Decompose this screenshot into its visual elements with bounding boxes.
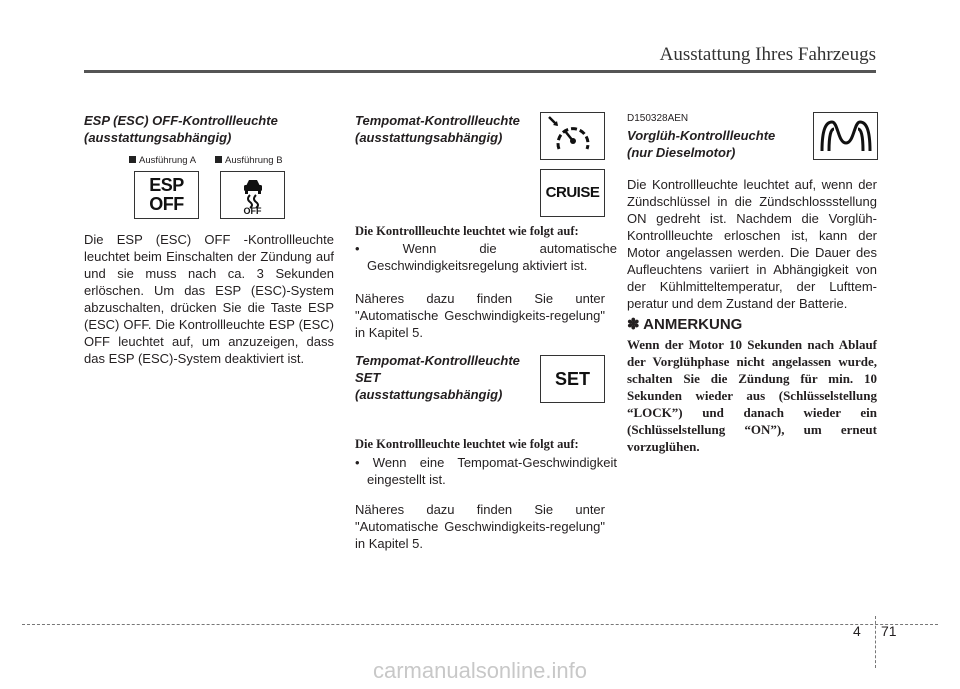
- set-heading-line2: SET: [355, 370, 381, 385]
- esp-off-lamp-b: [220, 171, 285, 219]
- variant-a-label: [129, 155, 196, 166]
- glow-plug-lamp: [813, 112, 878, 160]
- glow-heading-line1: Vorglüh-Kontrollleuchte: [627, 128, 776, 143]
- set-lamp-label: SET: [554, 369, 590, 389]
- set-heading: [355, 352, 535, 403]
- cruise-lamp-label: CRUISE: [545, 184, 600, 201]
- esp-off-lamp-b-label: OFF: [243, 206, 262, 216]
- set-intro: Die Kontrollleuchte leuchtet wie folgt auf:: [355, 437, 579, 451]
- cruise-speedometer-lamp: [540, 112, 605, 160]
- note-body: Wenn der Motor 10 Sekunden nach Ablauf der Vorglühphase nicht angelassen wurde, schalten Sie die Zündung für min. 10 Sekunden wieder aus (Schlüsselstellung “LOCK”) und danach wieder ein (Schlüsselstellung “ON”), um erneut vorzuglühen.: [627, 337, 877, 454]
- square-bullet-icon: [129, 156, 136, 163]
- variant-a-text: Ausführung A: [139, 155, 197, 166]
- column-esp-off: [84, 112, 334, 146]
- page-number: 71: [881, 623, 897, 639]
- esp-off-heading-line2: (ausstattungsabhängig): [84, 130, 232, 145]
- set-heading-line3: (ausstattungsabhängig): [355, 387, 503, 402]
- glow-description: Die Kontrollleuchte leuchtet auf, wenn der Zündschlüssel in die Zündschlossstellung ON gedreht ist. Nachdem die Vorglüh-Kontrollleuchte erloschen ist, kann der Motor angelassen werden. Die Dauer des Aufleuchtens variiert in Abhängigkeit von der Kühlmitteltemperatur, der Lufttem-peratur und dem Zustand der Batterie.: [627, 177, 877, 311]
- set-bullet: • Wenn eine Tempomat-Geschwindigkeit eingestellt ist.: [355, 455, 617, 487]
- glow-plug-icon: [814, 113, 877, 159]
- footer-dashed-rule: [22, 624, 938, 625]
- cruise-heading-line1: Tempomat-Kontrollleuchte: [355, 113, 520, 128]
- cruise-reference: Näheres dazu finden Sie unter "Automatische Geschwindigkeits-regelung" in Kapitel 5.: [355, 291, 605, 340]
- esp-off-heading-line1: ESP (ESC) OFF-Kontrollleuchte: [84, 113, 278, 128]
- speedometer-icon: [541, 113, 604, 159]
- glow-heading-line2: (nur Dieselmotor): [627, 145, 736, 160]
- esp-off-lamp-a-line1: ESP: [149, 175, 184, 195]
- square-bullet-icon: [215, 156, 222, 163]
- variant-b-label: [215, 155, 283, 166]
- header-rule: [84, 70, 876, 73]
- set-lamp: [540, 355, 605, 403]
- esp-off-heading: [84, 112, 334, 146]
- esp-off-lamp-a: [134, 171, 199, 219]
- variant-b-text: Ausführung B: [225, 155, 283, 166]
- cruise-bullet: • Wenn die automatische Geschwindigkeitsregelung aktiviert ist.: [355, 241, 617, 273]
- cruise-lamp: [540, 169, 605, 217]
- page-header-title: Ausstattung Ihres Fahrzeugs: [659, 44, 876, 65]
- esp-off-lamp-a-line2: OFF: [149, 194, 184, 214]
- note-title: ✽ ANMERKUNG: [627, 316, 743, 333]
- chapter-number: 4: [853, 623, 861, 639]
- set-reference: Näheres dazu finden Sie unter "Automatische Geschwindigkeits-regelung" in Kapitel 5.: [355, 502, 605, 551]
- cruise-heading-line2: (ausstattungsabhängig): [355, 130, 503, 145]
- watermark: carmanualsonline.info: [372, 658, 588, 683]
- esp-off-description: Die ESP (ESC) OFF -Kontrollleuchte leuchtet beim Einschalten der Zündung auf und sie muss nach ca. 3 Sekunden erlöschen. Um das ESP (ESC)-System abzuschalten, drücken Sie die Taste ESP (ESC) OFF. Die Kontrollleuchte ESP (ESC) OFF leuchtet auf, um anzuzeigen, dass das ESP (ESC)-System deaktiviert ist.: [84, 232, 334, 366]
- set-heading-line1: Tempomat-Kontrollleuchte: [355, 353, 520, 368]
- glow-heading: [627, 127, 807, 161]
- cruise-intro: Die Kontrollleuchte leuchtet wie folgt auf:: [355, 224, 579, 238]
- section-code: D150328AEN: [627, 113, 689, 124]
